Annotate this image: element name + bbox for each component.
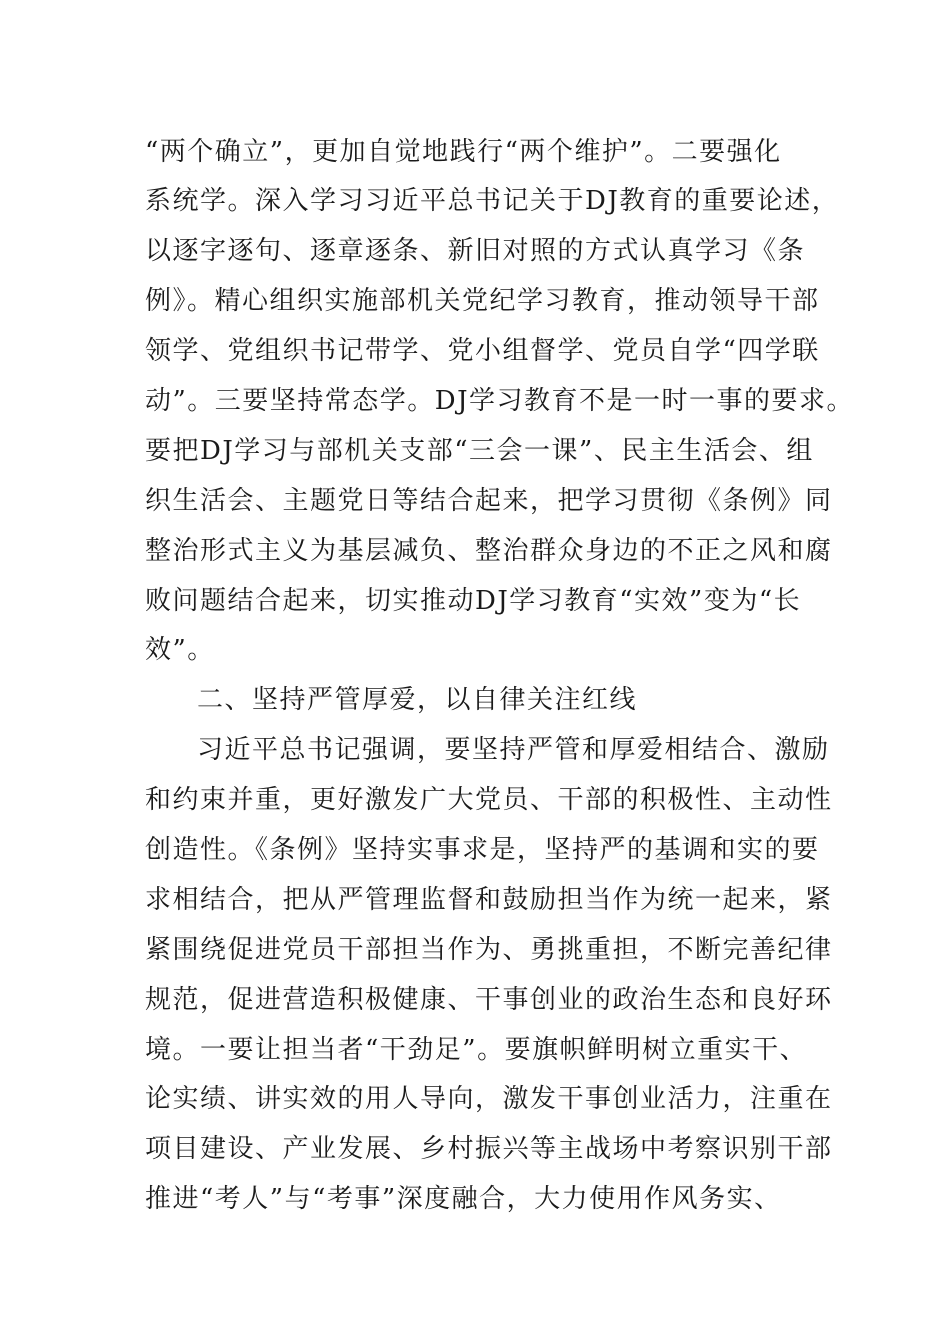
text-line: “两个确立”，更加自觉地践行“两个维护”。二要强化 — [145, 137, 782, 167]
text-line: 境。一要让担当者“干劲足”。要旗帜鲜明树立重实干、 — [145, 1035, 808, 1065]
text-line: 效”。 — [145, 635, 215, 665]
text-line: 整治形式主义为基层减负、整治群众身边的不正之风和腐 — [145, 536, 833, 566]
text-line: 败问题结合起来，切实推动DJ学习教育“实效”变为“长 — [145, 586, 802, 616]
text-line: 紧围绕促进党员干部担当作为、勇挑重担，不断完善纪律 — [145, 935, 833, 965]
text-line: 织生活会、主题党日等结合起来，把学习贯彻《条例》同 — [145, 486, 833, 516]
text-line: 创造性。《条例》坚持实事求是，坚持严的基调和实的要 — [145, 835, 820, 865]
text-line: 系统学。深入学习习近平总书记关于DJ教育的重要论述， — [145, 186, 840, 216]
text-line: 要把DJ学习与部机关支部“三会一课”、民主生活会、组 — [145, 436, 814, 466]
section-heading: 二、坚持严管厚爱，以自律关注红线 — [197, 685, 638, 715]
text-line: 推进“考人”与“考事”深度融合，大力使用作风务实、 — [145, 1184, 782, 1214]
text-line: 项目建设、产业发展、乡村振兴等主战场中考察识别干部 — [145, 1134, 833, 1164]
text-line: 论实绩、讲实效的用人导向，激发干事创业活力，注重在 — [145, 1084, 833, 1114]
text-line: 求相结合，把从严管理监督和鼓励担当作为统一起来，紧 — [145, 885, 833, 915]
text-line: 和约束并重，更好激发广大党员、干部的积极性、主动性 — [145, 785, 833, 815]
text-line: 习近平总书记强调，要坚持严管和厚爱相结合、激励 — [197, 735, 830, 765]
text-line: 领学、党组织书记带学、党小组督学、党员自学“四学联 — [145, 336, 820, 366]
text-line: 例》。精心组织实施部机关党纪学习教育，推动领导干部 — [145, 286, 820, 316]
text-line: 规范，促进营造积极健康、干事创业的政治生态和良好环 — [145, 985, 833, 1015]
text-line: 以逐字逐句、逐章逐条、新旧对照的方式认真学习《条 — [145, 236, 806, 266]
text-line: 动”。三要坚持常态学。DJ学习教育不是一时一事的要求。 — [145, 386, 855, 416]
